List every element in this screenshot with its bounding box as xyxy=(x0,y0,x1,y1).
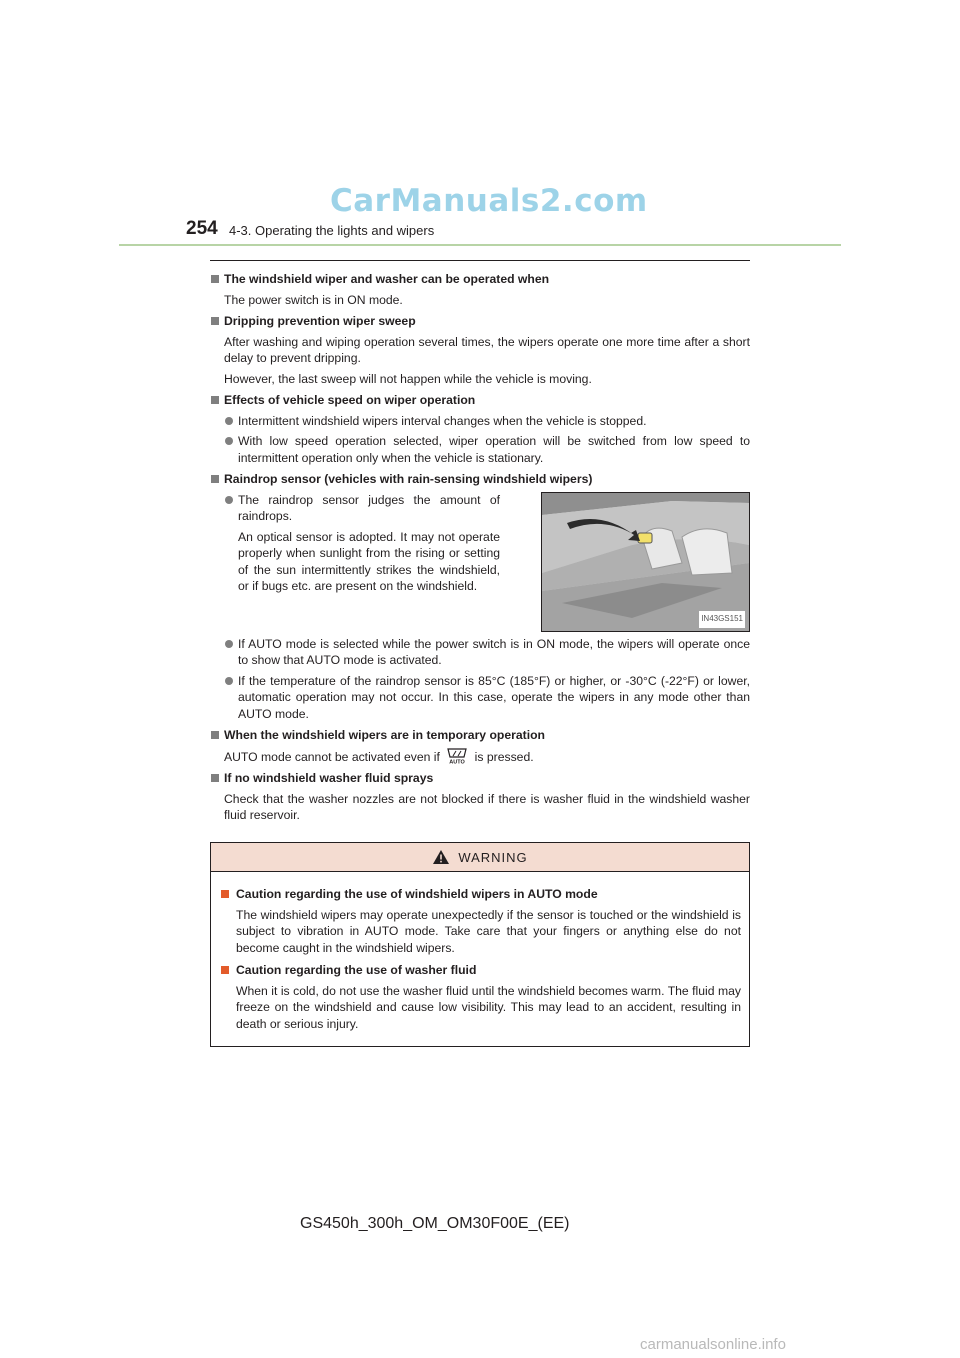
figure-code: IN43GS151 xyxy=(699,611,745,628)
bullet-item: If AUTO mode is selected while the power switch is in ON mode, the wipers will operate once to show that AUTO mode is activated. xyxy=(210,636,750,669)
square-bullet-icon xyxy=(211,774,219,782)
paragraph: AUTO mode cannot be activated even if AUTO is pressed. xyxy=(224,749,534,764)
car-interior-icon xyxy=(542,493,749,631)
paragraph: However, the last sweep will not happen while the vehicle is moving. xyxy=(224,371,592,386)
page-number: 254 xyxy=(186,218,218,239)
section-heading: The windshield wiper and washer can be operated when xyxy=(210,271,750,288)
section-heading: When the windshield wipers are in temporary operation xyxy=(210,727,750,744)
warning-paragraph: The windshield wipers may operate unexpectedly if the sensor is touched or the windshield is subject to vibration in AUTO mode. Take care that your fingers or anything else do not become caught in the windshield wipers. xyxy=(236,907,741,955)
warning-heading: Caution regarding the use of windshield wipers in AUTO mode xyxy=(219,886,741,903)
paragraph: Check that the washer nozzles are not blocked if there is washer fluid in the windshield washer fluid reservoir. xyxy=(224,791,750,822)
section-heading: If no windshield washer fluid sprays xyxy=(210,770,750,787)
square-bullet-icon xyxy=(211,317,219,325)
warning-title: WARNING xyxy=(458,849,528,865)
round-bullet-icon xyxy=(225,437,233,445)
bullet-item: If the temperature of the raindrop sensor is 85°C (185°F) or higher, or -30°C (-22°F) or lower, automatic operation may not occur. In this case, operate the wipers in any mode other than AUTO mode. xyxy=(210,673,750,723)
square-bullet-icon xyxy=(211,396,219,404)
round-bullet-icon xyxy=(225,677,233,685)
warning-heading: Caution regarding the use of washer fluid xyxy=(219,962,741,979)
watermark-logo: CarManuals2.com xyxy=(330,183,648,219)
model-code: GS450h_300h_OM_OM30F00E_(EE) xyxy=(300,1215,570,1232)
footer-watermark: carmanualsonline.info xyxy=(640,1336,786,1353)
section-heading: Effects of vehicle speed on wiper operation xyxy=(210,392,750,409)
warning-box xyxy=(210,842,750,1047)
square-bullet-icon xyxy=(211,275,219,283)
raindrop-sensor-illustration xyxy=(541,492,750,632)
bullet-item: With low speed operation selected, wiper operation will be switched from low speed to intermittent operation only when the vehicle is stationary. xyxy=(210,433,750,466)
warning-header xyxy=(211,843,749,872)
warning-triangle-icon xyxy=(432,849,450,865)
round-bullet-icon xyxy=(225,417,233,425)
round-bullet-icon xyxy=(225,640,233,648)
auto-icon-label: AUTO xyxy=(449,759,466,764)
section-title: 4-3. Operating the lights and wipers xyxy=(229,223,435,238)
windshield-wiper-auto-icon xyxy=(445,748,469,764)
round-bullet-icon xyxy=(225,496,233,504)
section-heading: Raindrop sensor (vehicles with rain-sensing windshield wipers) xyxy=(210,471,750,488)
content-top-rule xyxy=(210,260,750,261)
bullet-item: Intermittent windshield wipers interval changes when the vehicle is stopped. xyxy=(210,413,750,430)
sensor-text xyxy=(210,492,500,632)
warning-body xyxy=(211,872,749,1032)
square-bullet-icon xyxy=(211,475,219,483)
section-heading: Dripping prevention wiper sweep xyxy=(210,313,750,330)
bullet-item: The raindrop sensor judges the amount of raindrops. xyxy=(210,492,500,525)
paragraph: After washing and wiping operation several times, the wipers operate one more time after a short delay to prevent dripping. xyxy=(224,334,750,365)
square-bullet-icon xyxy=(221,966,229,974)
square-bullet-icon xyxy=(221,890,229,898)
paragraph: An optical sensor is adopted. It may not operate properly when sunlight from the rising or setting of the sun intermittently strikes the windshield, or if bugs etc. are present on the windshield. xyxy=(238,529,500,593)
sensor-block xyxy=(210,492,750,632)
warning-paragraph: When it is cold, do not use the washer fluid until the windshield becomes warm. The fluid may freeze on the windshield and cause low visibility. This may lead to an accident, resulting in death or serious injury. xyxy=(236,983,741,1031)
main-content xyxy=(210,271,750,824)
square-bullet-icon xyxy=(211,731,219,739)
header-divider xyxy=(119,244,841,246)
paragraph: The power switch is in ON mode. xyxy=(224,292,403,307)
